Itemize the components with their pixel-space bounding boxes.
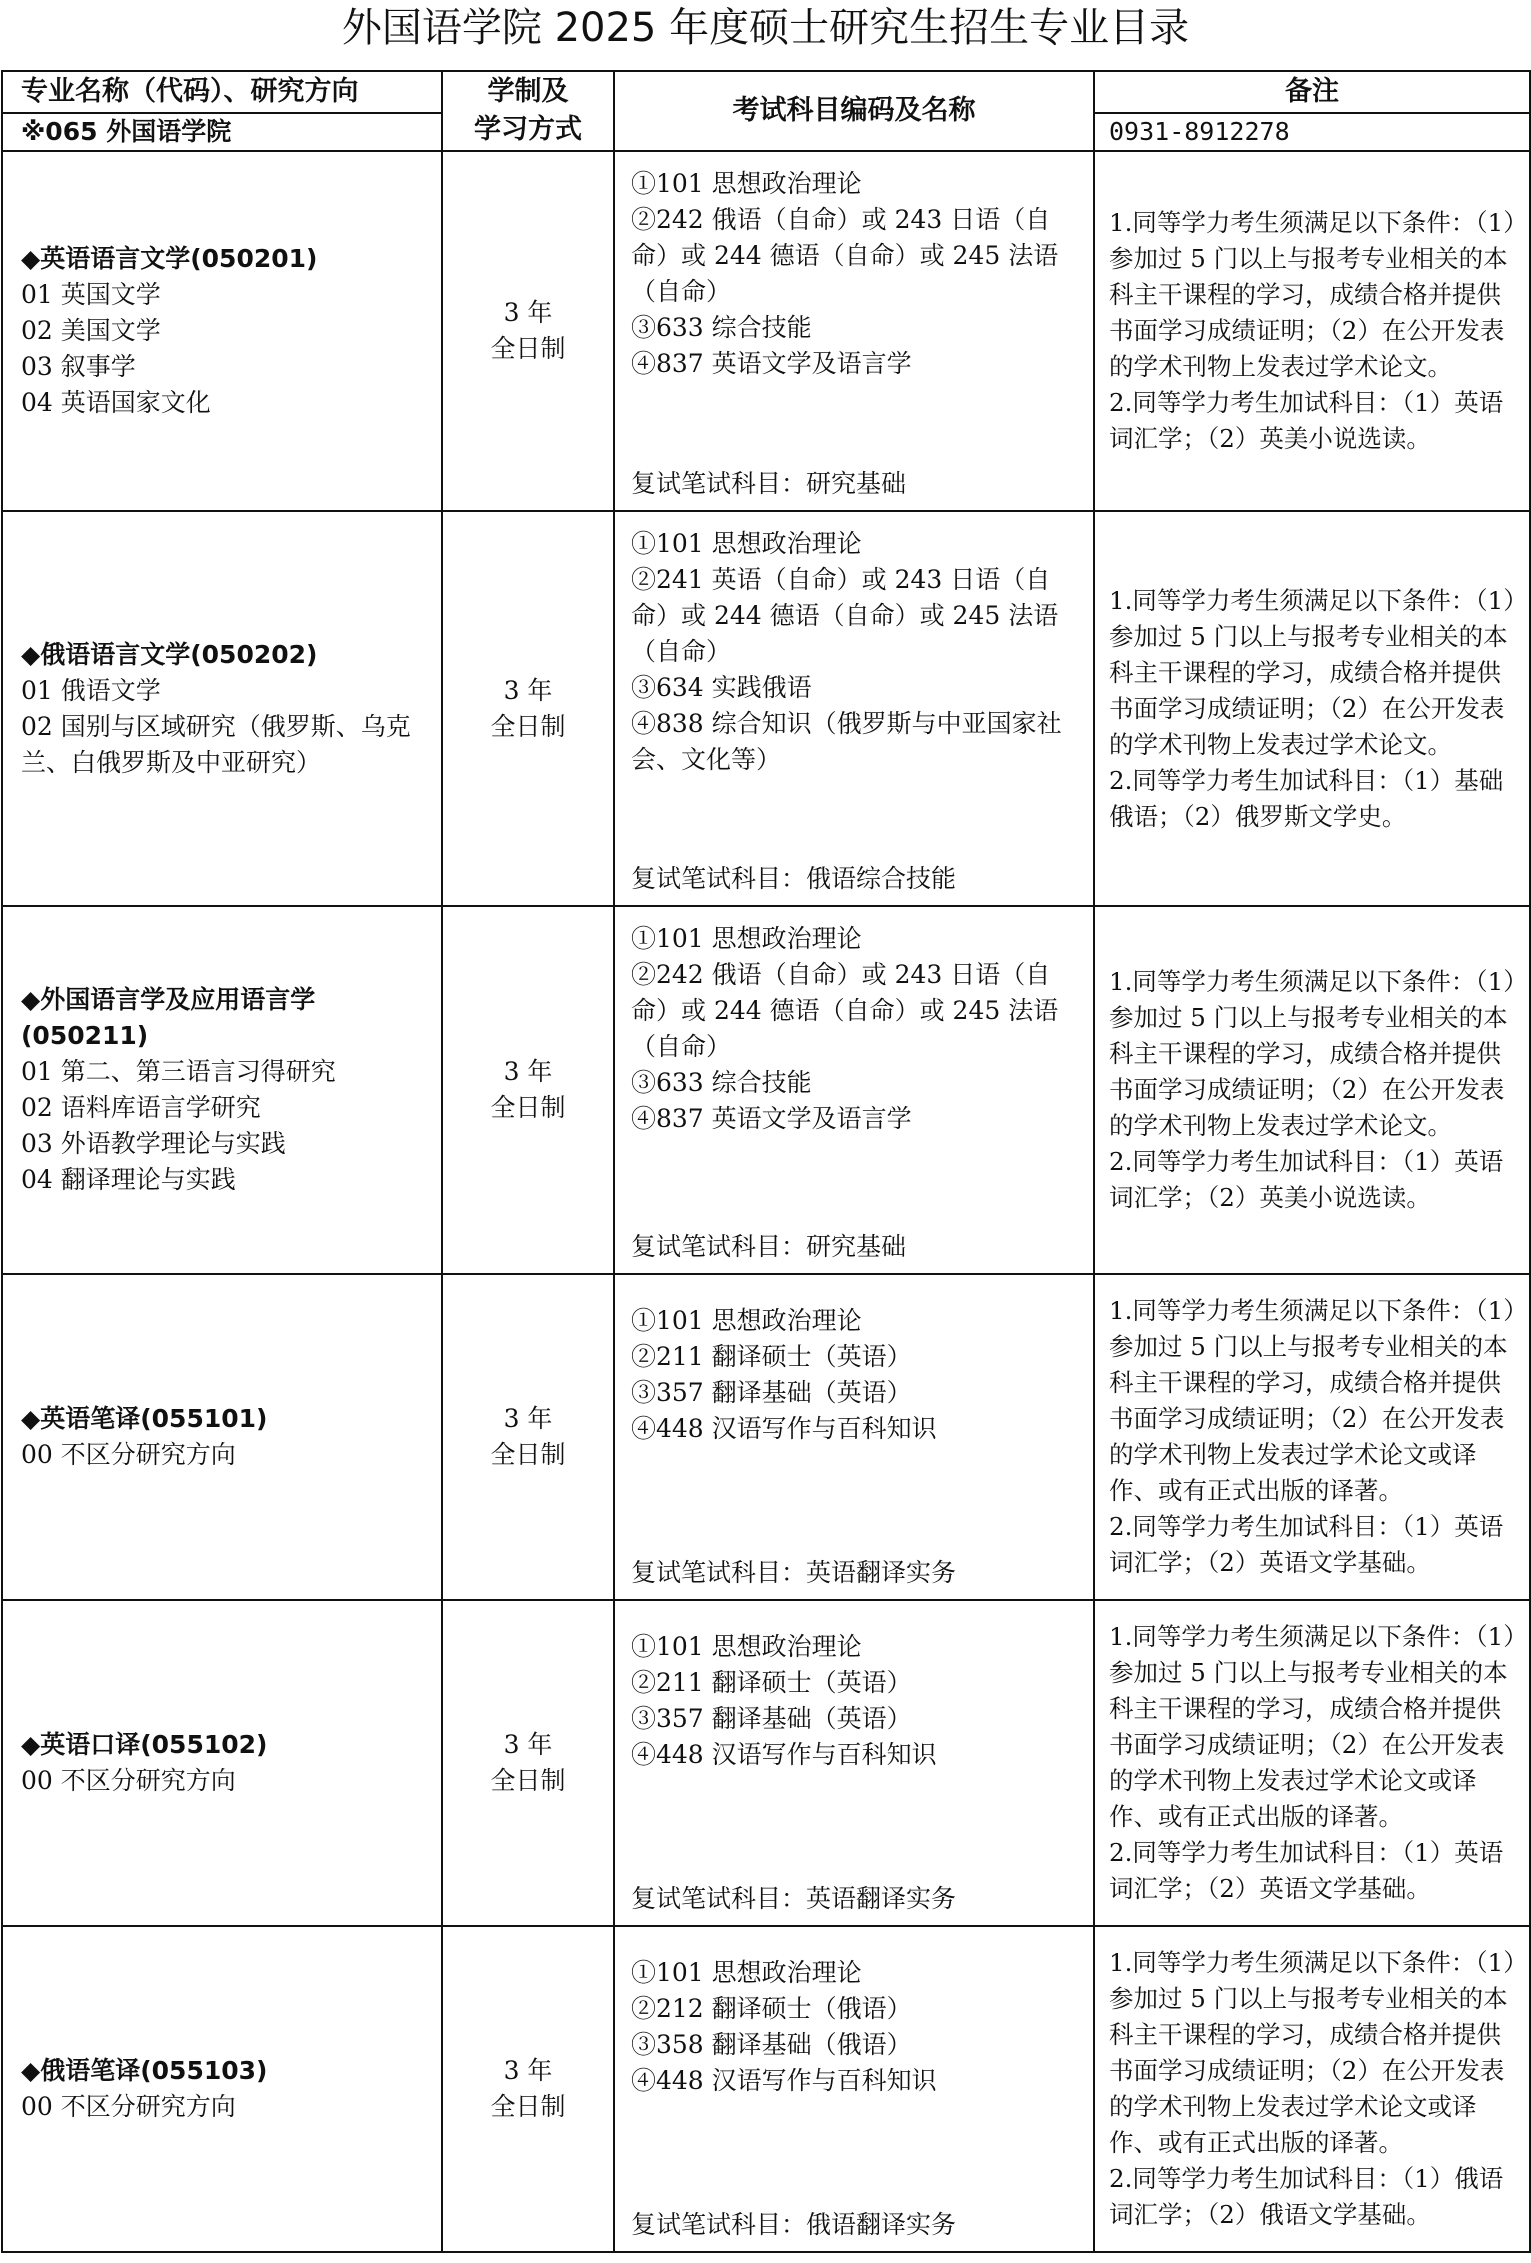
header-study xyxy=(442,71,614,151)
major-name: ◆俄语语言文学(050202) xyxy=(21,639,318,669)
retest-subject: 复试笔试科目：英语翻译实务 xyxy=(631,1884,957,1913)
note-extra-exam: 2.同等学力考生加试科目：（1）英语词汇学；（2）英语文学基础。 xyxy=(1109,1512,1504,1577)
study-mode: 全日制 xyxy=(490,2092,566,2121)
contact-phone: 0931-8912278 xyxy=(1094,113,1530,151)
table-row xyxy=(2,1600,1530,1926)
study-cell xyxy=(442,1600,614,1926)
note-conditions: 1.同等学力考生须满足以下条件：（1）参加过 5 门以上与报考专业相关的本科主干课程的学习，成绩合格并提供书面学习成绩证明；（2）在公开发表的学术刊物上发表过学术论文或译作、或有正式出版的译著。 xyxy=(1109,1296,1516,1505)
header-study-line1: 学制及 xyxy=(487,76,569,107)
direction: 00 不区分研究方向 xyxy=(21,2092,236,2121)
note-conditions: 1.同等学力考生须满足以下条件：（1）参加过 5 门以上与报考专业相关的本科主干课程的学习，成绩合格并提供书面学习成绩证明；（2）在公开发表的学术刊物上发表过学术论文。 xyxy=(1109,585,1516,759)
major-name: ◆英语笔译(055101) xyxy=(21,1404,268,1433)
college-code: ※065 外国语学院 xyxy=(2,113,442,151)
retest-subject: 复试笔试科目：研究基础 xyxy=(631,1232,907,1261)
table-row xyxy=(2,511,1530,906)
study-years: 3 年 xyxy=(503,298,553,327)
major-cell xyxy=(2,1274,442,1600)
major-cell xyxy=(2,906,442,1274)
table-row xyxy=(2,1274,1530,1600)
direction: 03 外语教学理论与实践 xyxy=(21,1129,286,1158)
direction: 04 翻译理论与实践 xyxy=(21,1165,236,1194)
note-conditions: 1.同等学力考生须满足以下条件：（1）参加过 5 门以上与报考专业相关的本科主干课程的学习，成绩合格并提供书面学习成绩证明；（2）在公开发表的学术刊物上发表过学术论文。 xyxy=(1109,967,1516,1140)
exam-cell xyxy=(614,906,1094,1274)
header-study-line2: 学习方式 xyxy=(474,114,582,145)
notes-cell xyxy=(1094,151,1530,511)
exam-subject: ②211 翻译硕士（英语） xyxy=(631,1342,912,1371)
exam-subject: ①101 思想政治理论 xyxy=(631,1632,862,1661)
retest-subject: 复试笔试科目：俄语综合技能 xyxy=(631,864,957,893)
direction: 04 英语国家文化 xyxy=(21,388,211,417)
exam-subject: ③358 翻译基础（俄语） xyxy=(631,2030,912,2059)
note-extra-exam: 2.同等学力考生加试科目：（1）俄语词汇学；（2）俄语文学基础。 xyxy=(1109,2164,1504,2229)
major-cell xyxy=(2,511,442,906)
exam-cell xyxy=(614,1274,1094,1600)
direction: 01 俄语文学 xyxy=(21,675,161,705)
study-years: 3 年 xyxy=(503,2056,553,2085)
note-extra-exam: 2.同等学力考生加试科目：（1）英语词汇学；（2）英美小说选读。 xyxy=(1109,1147,1504,1212)
study-mode: 全日制 xyxy=(490,1093,566,1122)
exam-subject: ①101 思想政治理论 xyxy=(631,924,862,953)
direction: 00 不区分研究方向 xyxy=(21,1440,236,1469)
note-extra-exam: 2.同等学力考生加试科目：（1）英语词汇学；（2）英美小说选读。 xyxy=(1109,388,1504,453)
study-mode: 全日制 xyxy=(490,711,566,741)
study-cell xyxy=(442,511,614,906)
exam-subject: ④838 综合知识（俄罗斯与中亚国家社会、文化等） xyxy=(631,709,1062,774)
direction: 02 美国文学 xyxy=(21,316,161,345)
exam-cell xyxy=(614,151,1094,511)
catalog-table xyxy=(1,70,1531,2253)
notes-cell xyxy=(1094,1926,1530,2252)
major-name: ◆外国语言学及应用语言学(050211) xyxy=(21,985,316,1050)
header-major: 专业名称（代码）、研究方向 xyxy=(2,71,442,113)
note-conditions: 1.同等学力考生须满足以下条件：（1）参加过 5 门以上与报考专业相关的本科主干课程的学习，成绩合格并提供书面学习成绩证明；（2）在公开发表的学术刊物上发表过学术论文或译作、或有正式出版的译著。 xyxy=(1109,1622,1516,1831)
study-mode: 全日制 xyxy=(490,1766,566,1795)
retest-subject: 复试笔试科目：英语翻译实务 xyxy=(631,1558,957,1587)
page-title: 外国语学院 2025 年度硕士研究生招生专业目录 xyxy=(341,5,1190,51)
exam-subject: ③633 综合技能 xyxy=(631,313,812,342)
study-years: 3 年 xyxy=(503,1057,553,1086)
exam-cell xyxy=(614,1600,1094,1926)
exam-subject: ②242 俄语（自命）或 243 日语（自命）或 244 德语（自命）或 245 法语（自命） xyxy=(631,960,1059,1061)
direction: 01 第二、第三语言习得研究 xyxy=(21,1057,336,1086)
study-mode: 全日制 xyxy=(490,1440,566,1469)
exam-subject: ①101 思想政治理论 xyxy=(631,1306,862,1335)
exam-subject: ④448 汉语写作与百科知识 xyxy=(631,1740,937,1769)
major-cell xyxy=(2,151,442,511)
exam-subject: ③633 综合技能 xyxy=(631,1068,812,1097)
exam-subject: ④448 汉语写作与百科知识 xyxy=(631,2066,937,2095)
exam-subject: ①101 思想政治理论 xyxy=(631,1958,862,1987)
direction: 02 语料库语言学研究 xyxy=(21,1093,261,1122)
notes-cell xyxy=(1094,511,1530,906)
study-cell xyxy=(442,1926,614,2252)
major-name: ◆英语语言文学(050201) xyxy=(21,244,318,273)
exam-subject: ②211 翻译硕士（英语） xyxy=(631,1668,912,1697)
exam-subject: ①101 思想政治理论 xyxy=(631,529,862,558)
direction: 02 国别与区域研究（俄罗斯、乌克兰、白俄罗斯及中亚研究） xyxy=(21,711,411,777)
exam-subject: ②212 翻译硕士（俄语） xyxy=(631,1994,912,2023)
table-row xyxy=(2,1926,1530,2252)
study-mode: 全日制 xyxy=(490,334,566,363)
study-years: 3 年 xyxy=(503,1404,553,1433)
notes-cell xyxy=(1094,1274,1530,1600)
header-notes: 备注 xyxy=(1094,71,1530,113)
table-row xyxy=(2,906,1530,1274)
retest-subject: 复试笔试科目：俄语翻译实务 xyxy=(631,2210,957,2239)
exam-subject: ④837 英语文学及语言学 xyxy=(631,1104,912,1133)
major-cell xyxy=(2,1600,442,1926)
study-cell xyxy=(442,151,614,511)
header-exam: 考试科目编码及名称 xyxy=(614,71,1094,151)
direction: 03 叙事学 xyxy=(21,352,136,381)
major-cell xyxy=(2,1926,442,2252)
notes-cell xyxy=(1094,906,1530,1274)
retest-subject: 复试笔试科目：研究基础 xyxy=(631,469,907,498)
major-name: ◆英语口译(055102) xyxy=(21,1730,268,1759)
exam-subject: ③357 翻译基础（英语） xyxy=(631,1378,912,1407)
notes-cell xyxy=(1094,1600,1530,1926)
exam-subject: ④448 汉语写作与百科知识 xyxy=(631,1414,937,1443)
major-name: ◆俄语笔译(055103) xyxy=(21,2056,268,2085)
study-years: 3 年 xyxy=(503,675,553,705)
table-row xyxy=(2,151,1530,511)
exam-subject: ②241 英语（自命）或 243 日语（自命）或 244 德语（自命）或 245 法语（自命） xyxy=(631,565,1059,666)
note-conditions: 1.同等学力考生须满足以下条件：（1）参加过 5 门以上与报考专业相关的本科主干课程的学习，成绩合格并提供书面学习成绩证明；（2）在公开发表的学术刊物上发表过学术论文或译作、或有正式出版的译著。 xyxy=(1109,1948,1516,2157)
direction: 00 不区分研究方向 xyxy=(21,1766,236,1795)
study-cell xyxy=(442,906,614,1274)
exam-subject: ③634 实践俄语 xyxy=(631,673,812,702)
exam-subject: ①101 思想政治理论 xyxy=(631,169,862,198)
note-extra-exam: 2.同等学力考生加试科目：（1）基础俄语；（2）俄罗斯文学史。 xyxy=(1109,765,1504,831)
exam-cell xyxy=(614,1926,1094,2252)
note-conditions: 1.同等学力考生须满足以下条件：（1）参加过 5 门以上与报考专业相关的本科主干课程的学习，成绩合格并提供书面学习成绩证明；（2）在公开发表的学术刊物上发表过学术论文。 xyxy=(1109,208,1516,381)
exam-cell xyxy=(614,511,1094,906)
study-cell xyxy=(442,1274,614,1600)
direction: 01 英国文学 xyxy=(21,280,161,309)
exam-subject: ③357 翻译基础（英语） xyxy=(631,1704,912,1733)
exam-subject: ②242 俄语（自命）或 243 日语（自命）或 244 德语（自命）或 245 法语（自命） xyxy=(631,205,1059,306)
note-extra-exam: 2.同等学力考生加试科目：（1）英语词汇学；（2）英语文学基础。 xyxy=(1109,1838,1504,1903)
study-years: 3 年 xyxy=(503,1730,553,1759)
exam-subject: ④837 英语文学及语言学 xyxy=(631,349,912,378)
